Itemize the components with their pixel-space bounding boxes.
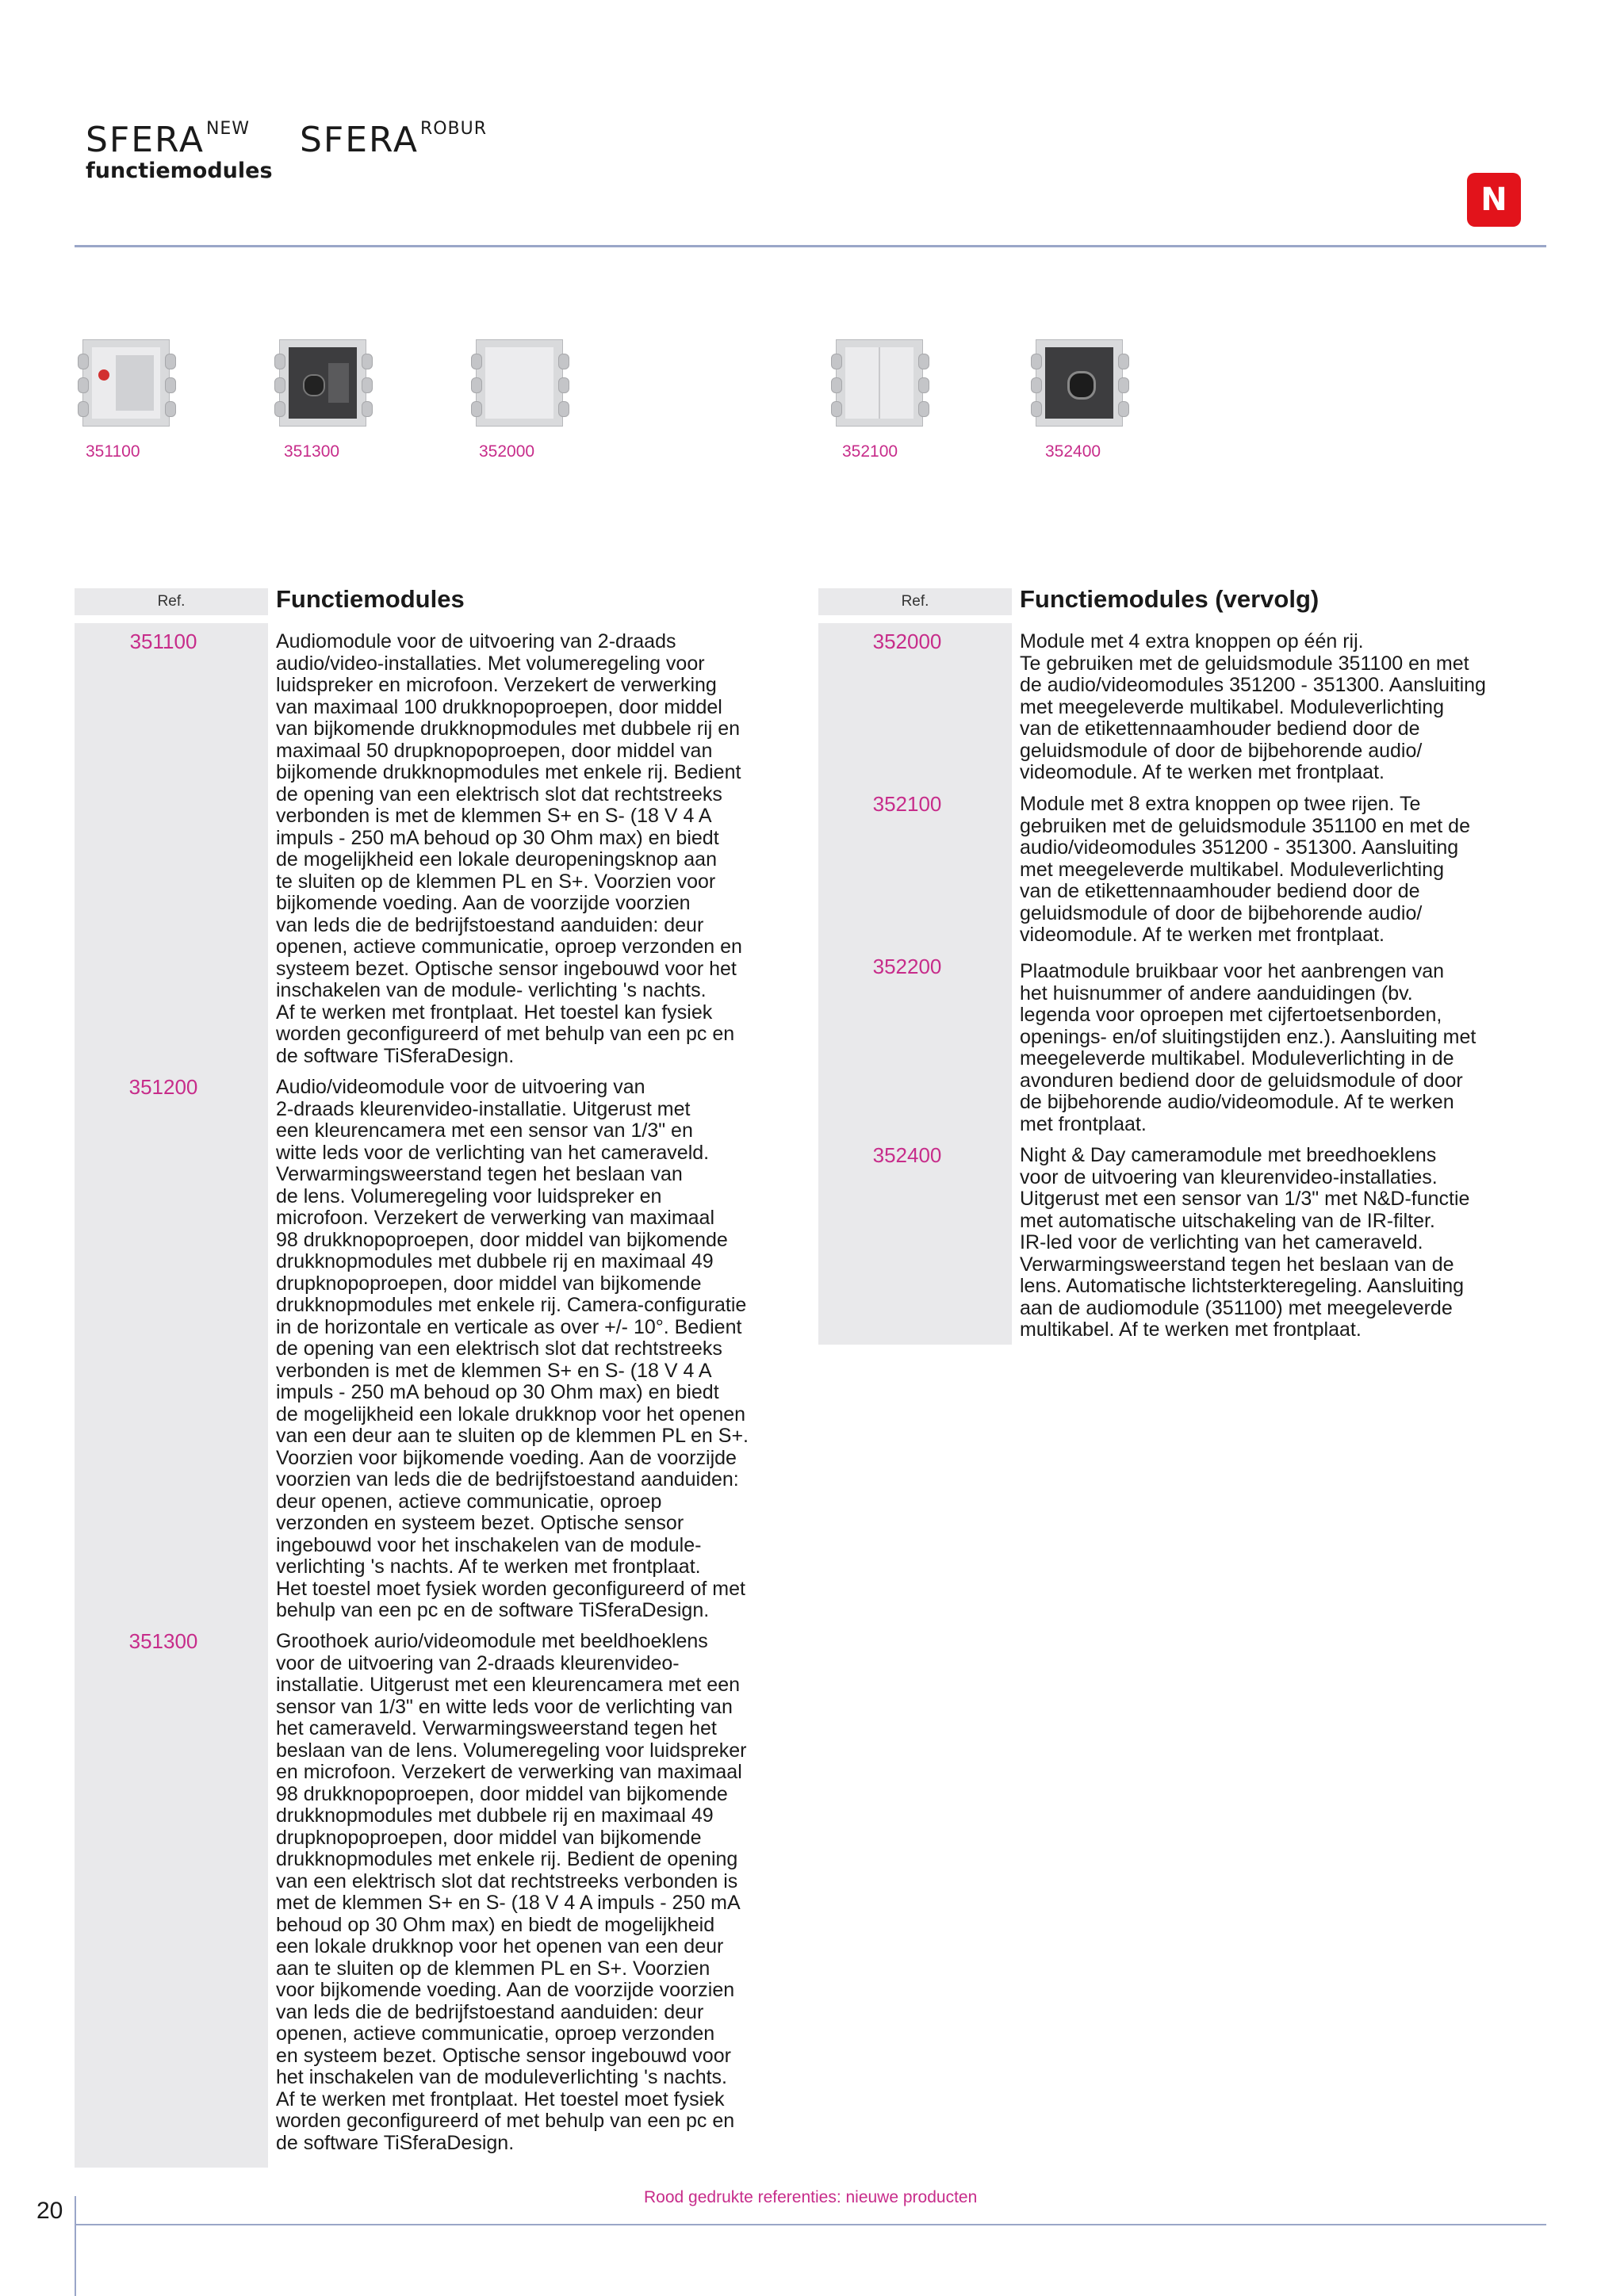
brand-logo [86,119,488,160]
brand-name-2: SFERA [300,120,419,160]
left-desc-1: Audiomodule voor de uitvoering van 2-draads audio/video-installaties. Met volumeregeling voor luidspreker en microfoon. Verzekert de verwerking van maximaal 100 drukknopoproepen, door middel van bijkomende drukknopmodules met dubbele rij en maximaal 50 drupknopoproepen, door middel van bijkomende drukknopmodules met enkele rij. Bedient de opening van een elektrisch slot dat rechtstreeks verbonden is met de klemmen S+ en S- (18 V 4 A impuls - 250 mA behoud op 30 Ohm max) en biedt de mogelijkheid een lokale deuropeningsknop aan te sluiten op de klemmen PL en S+. Voorzien voor bijkomende voeding. Aan de voorzijde voorzien van leds die de bedrijfstoestand aanduiden: deur openen, actieve communicatie, oproep verzonden en systeem bezet. Optische sensor ingebouwd voor het inschakelen van de module- verlichting 's nachts. Af te werken met frontplaat. Het toestel kan fysiek worden geconfigureerd of met behulp van een pc en de software TiSferaDesign. [276,630,742,1067]
brand-sup-2: ROBUR [419,119,488,139]
thumb-ref-3: 352000 [479,442,535,461]
right-ref-column [818,623,1012,1345]
right-ref-1: 352000 [872,629,942,653]
right-section-title: Functiemodules (vervolg) [1020,585,1320,613]
language-badge: N [1467,173,1521,227]
camera-module-icon [271,339,374,427]
night-day-camera-icon [1028,339,1131,427]
footer-rule [75,2224,1546,2225]
thumb-ref-5: 352400 [1045,442,1101,461]
right-desc-4: Night & Day cameramodule met breedhoeklens voor de uitvoering van kleurenvideo-installaties. Uitgerust met een sensor van 1/3" met N&D-functie met automatische uitschakeling van de IR-filter. IR-led voor de verlichting van het cameraveld. Verwarmingsweerstand tegen het beslaan van de lens. Automatische lichtsterkteregeling. Aansluiting aan de audiomodule (351100) met meegeleverde multikabel. Af te werken met frontplaat. [1020,1144,1470,1341]
button-module-icon [468,339,571,427]
left-section-title: Functiemodules [276,585,465,613]
left-ref-3: 351300 [128,1629,198,1653]
thumb-ref-2: 351300 [284,442,340,461]
thumb-ref-1: 351100 [86,442,140,461]
button-module-8-icon [828,339,931,427]
left-ref-column [75,623,268,2168]
footer-vertical-rule [75,2196,76,2296]
left-ref-2: 351200 [128,1075,198,1099]
header-rule [75,245,1546,247]
brand-sup-1: NEW [205,119,251,139]
page-number: 20 [36,2198,63,2224]
left-ref-header: Ref. [75,588,268,615]
brand-name-1: SFERA [86,120,205,160]
right-desc-1: Module met 4 extra knoppen op één rij. Te gebruiken met de geluidsmodule 351100 en met de audio/videomodules 351200 - 351300. Aansluiting met meegeleverde multikabel. Moduleverlichting van de etikettennaamhouder bediend door de geluidsmodule of door de bijbehorende audio/ videomodule. Af te werken met frontplaat. [1020,630,1486,783]
right-ref-header: Ref. [818,588,1012,615]
page-subtitle: functiemodules [86,159,273,183]
right-desc-3: Plaatmodule bruikbaar voor het aanbrengen van het huisnummer of andere aanduidingen (bv. legenda voor oproepen met cijfertoetsenborden, openings- en/of sluitingstijden enz.). Aansluiting met meegeleverde multikabel. Moduleverlichting in de avonduren bediend door de geluidsmodule of door de bijbehorende audio/videomodule. Af te werken met frontplaat. [1020,960,1477,1135]
footer-note: Rood gedrukte referenties: nieuwe producten [644,2188,978,2206]
left-desc-3: Groothoek aurio/videomodule met beeldhoeklens voor de uitvoering van 2-draads kleurenvideo- installatie. Uitgerust met een kleurencamera met een sensor van 1/3" en witte leds voor de verlichting van het cameraveld. Verwarmingsweerstand tegen het beslaan van de lens. Volumeregeling voor luidspreker en microfoon. Verzekert de verwerking van maximaal 98 drukknopoproepen, door middel van bijkomende drukknopmodules met dubbele rij en maximaal 49 drupknopoproepen, door middel van bijkomende drukknopmodules met enkele rij. Bedient de opening van een elektrisch slot dat rechtstreeks verbonden is met de klemmen S+ en S- (18 V 4 A impuls - 250 mA behoud op 30 Ohm max) en biedt de mogelijkheid een lokale drukknop voor het openen van een deur aan te sluiten op de klemmen PL en S+. Voorzien voor bijkomende voeding. Aan de voorzijde voorzien van leds die de bedrijfstoestand aanduiden: deur openen, actieve communicatie, oproep verzonden en systeem bezet. Optische sensor ingebouwd voor het inschakelen van de moduleverlichting 's nachts. Af te werken met frontplaat. Het toestel moet fysiek worden geconfigureerd of met behulp van een pc en de software TiSferaDesign. [276,1630,747,2154]
left-ref-1: 351100 [129,629,197,653]
left-desc-2: Audio/videomodule voor de uitvoering van 2-draads kleurenvideo-installatie. Uitgerust met een kleurencamera met een sensor van 1/3" en witte leds voor de verlichting van het cameraveld. Verwarmingsweerstand tegen het beslaan van de lens. Volumeregeling voor luidspreker en microfoon. Verzekert de verwerking van maximaal 98 drukknopoproepen, door middel van bijkomende drukknopmodules met dubbele rij en maximaal 49 drupknopoproepen, door middel van bijkomende drukknopmodules met enkele rij. Camera-configuratie in de horizontale en verticale as over +/- 10°. Bedient de opening van een elektrisch slot dat rechtstreeks verbonden is met de klemmen S+ en S- (18 V 4 A impuls - 250 mA behoud op 30 Ohm max) en biedt de mogelijkheid een lokale drukknop voor het openen van een deur aan te sluiten op de klemmen PL en S+. Voorzien voor bijkomende voeding. Aan de voorzijde voorzien van leds die de bedrijfstoestand aanduiden: deur openen, actieve communicatie, oproep verzonden en systeem bezet. Optische sensor ingebouwd voor het inschakelen van de module- verlichting 's nachts. Af te werken met frontplaat. Het toestel moet fysiek worden geconfigureerd of met behulp van een pc en de software TiSferaDesign. [276,1076,749,1621]
audio-module-icon [75,339,178,427]
right-ref-3: 352200 [872,955,942,978]
right-ref-4: 352400 [872,1143,942,1167]
right-ref-2: 352100 [872,792,942,816]
thumb-ref-4: 352100 [842,442,898,461]
right-desc-2: Module met 8 extra knoppen op twee rijen. Te gebruiken met de geluidsmodule 351100 en met de audio/videomodules 351200 - 351300. Aansluiting met meegeleverde multikabel. Moduleverlichting van de etikettennaamhouder bediend door de geluidsmodule of door de bijbehorende audio/ videomodule. Af te werken met frontplaat. [1020,793,1470,946]
